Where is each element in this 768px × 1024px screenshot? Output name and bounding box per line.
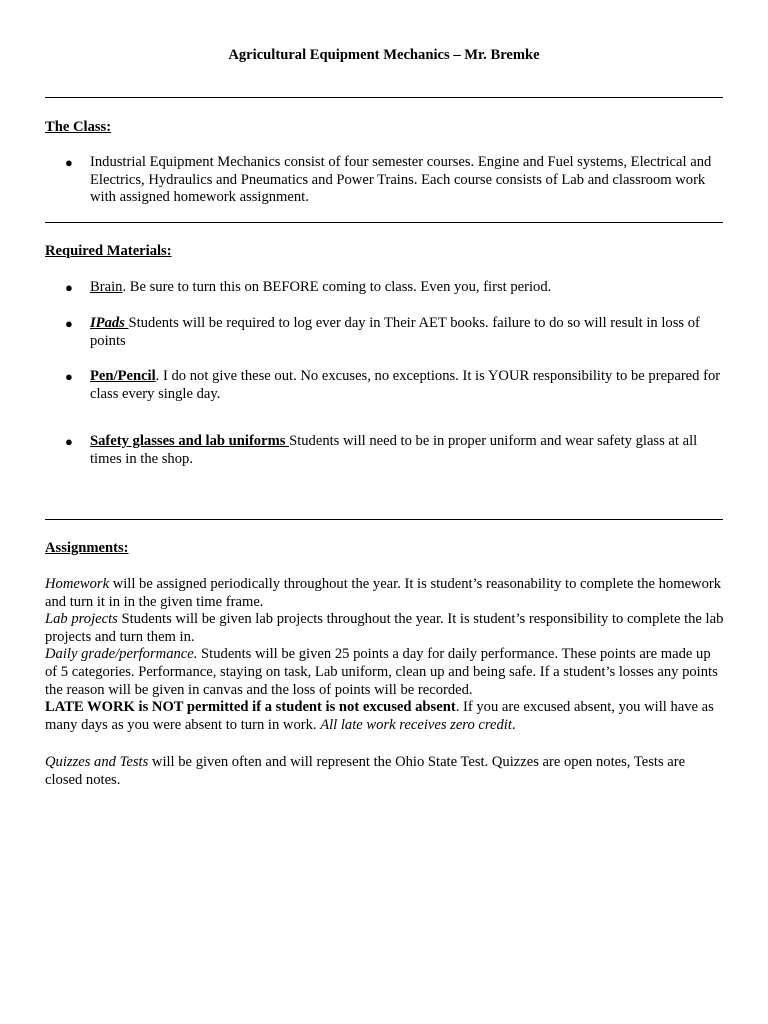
homework-term: Homework xyxy=(45,576,110,592)
list-item xyxy=(45,433,725,468)
material-term: Safety glasses and lab uniforms xyxy=(90,433,290,449)
material-description: . Be sure to turn this on BEFORE coming to class. Even you, first period. xyxy=(122,279,552,295)
bullet-icon: ● xyxy=(65,316,73,331)
material-pen-pencil xyxy=(90,368,724,403)
list-item xyxy=(45,315,725,350)
material-description: Students will need to be in proper uniform and wear safety glass at all times in the shop. xyxy=(90,433,698,467)
bullet-icon: ● xyxy=(65,155,73,170)
lab-projects-paragraph xyxy=(45,611,725,646)
list-item xyxy=(45,154,725,207)
list-item xyxy=(45,368,725,403)
quizzes-description: will be given often and will represent the Ohio State Test. Quizzes are open notes, Tests are closed notes. xyxy=(45,754,686,788)
material-term: Pen/Pencil xyxy=(90,368,156,384)
material-brain xyxy=(90,279,724,297)
divider-materials xyxy=(45,519,723,520)
late-work-paragraph xyxy=(45,699,725,734)
homework-paragraph xyxy=(45,576,725,611)
divider-class xyxy=(45,222,723,223)
material-ipads xyxy=(90,315,724,350)
quizzes-term: Quizzes and Tests xyxy=(45,754,149,770)
document-title: Agricultural Equipment Mechanics – Mr. Bremke xyxy=(228,47,540,63)
homework-description: will be assigned periodically throughout the year. It is student’s reasonability to complete the homework and turn it in in the given time frame. xyxy=(45,576,722,610)
material-term: Brain xyxy=(90,279,123,295)
late-work-period: . xyxy=(511,716,516,733)
assignments-body xyxy=(45,576,725,734)
material-description: . I do not give these out. No excuses, no exceptions. It is YOUR responsibility to be prepared for class every single day. xyxy=(90,368,721,402)
section-heading-assignments: Assignments: xyxy=(45,540,129,556)
divider-top xyxy=(45,97,723,98)
the-class-description: Industrial Equipment Mechanics consist of four semester courses. Engine and Fuel systems, Electrical and Electrics, Hydraulics and Pneumatics and Power Trains. Each course consists of Lab and classroom work with assigned homework assignment. xyxy=(90,154,712,206)
lab-projects-term: Lab projects xyxy=(45,611,118,628)
late-work-policy: All late work receives zero credit xyxy=(320,716,512,733)
quizzes-paragraph xyxy=(45,754,725,789)
lab-projects-description: Students will be given lab projects throughout the year. It is student’s responsibility to complete the lab projects and turn them in. xyxy=(45,611,724,645)
section-heading-required-materials: Required Materials: xyxy=(45,243,172,259)
bullet-icon: ● xyxy=(65,434,73,449)
bullet-icon: ● xyxy=(65,369,73,384)
material-description: Students will be required to log ever day in Their AET books. failure to do so will result in loss of points xyxy=(90,315,700,349)
daily-grade-paragraph xyxy=(45,646,725,699)
list-item xyxy=(45,279,725,297)
bullet-icon: ● xyxy=(65,280,73,295)
daily-grade-term: Daily grade/performance. xyxy=(45,646,198,663)
material-safety-glasses xyxy=(90,433,724,468)
late-work-description: . If you are excused absent, you will have as many days as you were absent to turn in work. xyxy=(45,699,714,733)
material-term: IPads xyxy=(90,315,129,331)
late-work-warning: LATE WORK is NOT permitted if a student is not excused absent xyxy=(45,699,456,716)
section-heading-the-class: The Class: xyxy=(45,119,112,135)
daily-grade-description: Students will be given 25 points a day for daily performance. These points are made up of 5 categories. Performance, staying on task, Lab uniform, clean up and being safe. If a student’s losses any points the reason will be given in canvas and the loss of points will be recorded. xyxy=(45,646,718,698)
